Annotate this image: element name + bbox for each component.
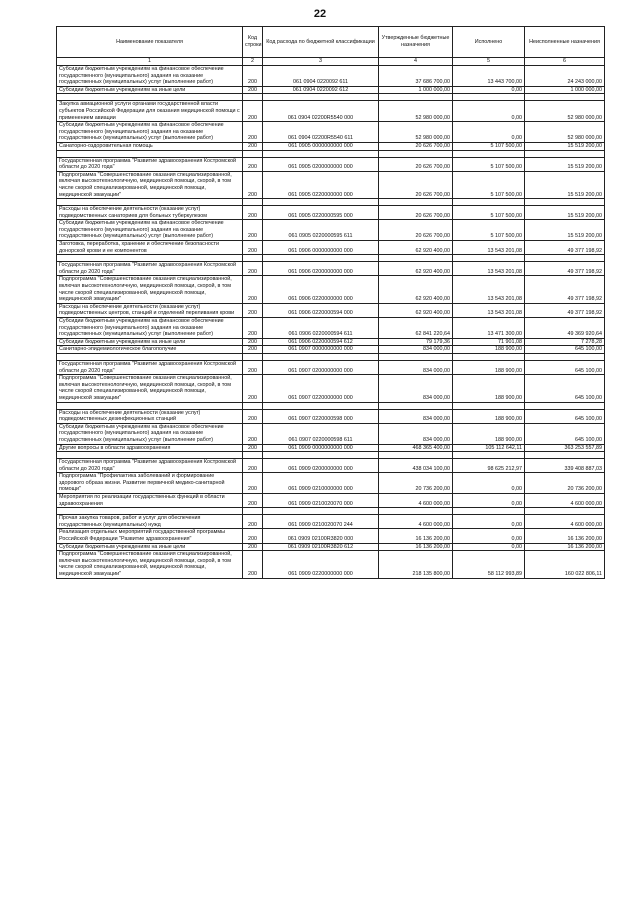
table-row: [57, 346, 605, 354]
indicator-name: Заготовка, переработка, хранение и обеспечение безопасности донорской крови и ее компонентов: [57, 241, 243, 255]
executed-amount: 13 543 201,08: [453, 241, 525, 255]
budget-execution-table: [56, 26, 605, 579]
table-row: [57, 66, 605, 87]
classification-code: 061 0905 0200000000 000: [263, 157, 379, 171]
line-code: 200: [243, 171, 263, 198]
indicator-name: Государственная программа "Развитие здравоохранения Костромской области до 2020 года": [57, 459, 243, 473]
table-row: [57, 494, 605, 508]
approved-amount: 62 841 220,64: [379, 318, 453, 339]
classification-code: 061 0906 0220000000 000: [263, 276, 379, 303]
approved-amount: 218 135 800,00: [379, 551, 453, 578]
indicator-name: Подпрограмма "Профилактика заболеваний и формирование здорового образа жизни. Развитие первичной медико-санитарной помощи": [57, 473, 243, 494]
indicator-name: Субсидии бюджетным учреждениям на иные цели: [57, 543, 243, 551]
spacer-cell: [263, 353, 379, 360]
executed-amount: 58 112 993,89: [453, 551, 525, 578]
executed-amount: 0,00: [453, 494, 525, 508]
table-row: [57, 375, 605, 402]
executed-amount: 0,00: [453, 515, 525, 529]
spacer-cell: [379, 94, 453, 101]
line-code: 200: [243, 346, 263, 354]
executed-amount: 0,00: [453, 543, 525, 551]
approved-amount: 20 626 700,00: [379, 206, 453, 220]
table-row: [57, 220, 605, 241]
spacer-cell: [379, 353, 453, 360]
spacer-cell: [453, 94, 525, 101]
spacer-cell: [243, 452, 263, 459]
executed-amount: 5 107 500,00: [453, 171, 525, 198]
approved-amount: 16 136 200,00: [379, 529, 453, 543]
classification-code: 061 0904 02200R5540 611: [263, 122, 379, 143]
column-number: 5: [453, 58, 525, 66]
approved-amount: 1 000 000,00: [379, 86, 453, 94]
unexecuted-amount: 339 408 887,03: [525, 459, 605, 473]
unexecuted-amount: 645 100,00: [525, 375, 605, 402]
classification-code: 061 0906 0220000594 611: [263, 318, 379, 339]
line-code: 200: [243, 241, 263, 255]
spacer-cell: [453, 199, 525, 206]
approved-amount: 16 136 200,00: [379, 543, 453, 551]
spacer-cell: [453, 508, 525, 515]
executed-amount: 71 901,08: [453, 338, 525, 346]
approved-amount: 834 000,00: [379, 346, 453, 354]
line-code: 200: [243, 409, 263, 423]
spacer-cell: [263, 199, 379, 206]
spacer-cell: [379, 508, 453, 515]
approved-amount: 20 626 700,00: [379, 157, 453, 171]
approved-amount: 62 920 400,00: [379, 241, 453, 255]
executed-amount: 188 900,00: [453, 346, 525, 354]
unexecuted-amount: 7 278,28: [525, 338, 605, 346]
header-approved: Утвержденные бюджетные назначения: [379, 27, 453, 58]
unexecuted-amount: 20 736 200,00: [525, 473, 605, 494]
executed-amount: 5 107 500,00: [453, 157, 525, 171]
executed-amount: 13 543 201,08: [453, 276, 525, 303]
classification-code: 061 0906 0220000594 612: [263, 338, 379, 346]
spacer-cell: [263, 402, 379, 409]
row-spacer: [57, 353, 605, 360]
column-number: 1: [57, 58, 243, 66]
row-spacer: [57, 255, 605, 262]
spacer-cell: [525, 353, 605, 360]
table-row: [57, 473, 605, 494]
classification-code: 061 0907 0220000000 000: [263, 375, 379, 402]
table-row: [57, 338, 605, 346]
unexecuted-amount: 15 519 200,00: [525, 171, 605, 198]
spacer-cell: [243, 94, 263, 101]
spacer-cell: [57, 150, 243, 157]
classification-code: 061 0909 0220000000 000: [263, 551, 379, 578]
spacer-cell: [379, 150, 453, 157]
classification-code: 061 0907 0200000000 000: [263, 360, 379, 374]
indicator-name: Другие вопросы в области здравоохранения: [57, 444, 243, 452]
approved-amount: 438 034 100,00: [379, 459, 453, 473]
approved-amount: 834 000,00: [379, 360, 453, 374]
spacer-cell: [57, 508, 243, 515]
executed-amount: 188 900,00: [453, 409, 525, 423]
executed-amount: 188 900,00: [453, 360, 525, 374]
indicator-name: Расходы на обеспечение деятельности (оказание услуг) подведомственных центров, станций и отделений переливания крови: [57, 303, 243, 317]
table-row: [57, 360, 605, 374]
row-spacer: [57, 402, 605, 409]
indicator-name: Санитарно-эпидемиологическое благополучие: [57, 346, 243, 354]
spacer-cell: [57, 94, 243, 101]
unexecuted-amount: 52 980 000,00: [525, 101, 605, 122]
executed-amount: 5 107 500,00: [453, 220, 525, 241]
executed-amount: 0,00: [453, 122, 525, 143]
approved-amount: 834 000,00: [379, 423, 453, 444]
line-code: 200: [243, 473, 263, 494]
line-code: 200: [243, 375, 263, 402]
table-row: [57, 157, 605, 171]
table-row: [57, 318, 605, 339]
table-row: [57, 86, 605, 94]
indicator-name: Подпрограмма "Совершенствование оказания специализированной, включая высокотехнологичную, медицинской помощи, скорой, в том числе скорой специализированной, медицинской помощи, медицинской эвакуации": [57, 171, 243, 198]
unexecuted-amount: 160 022 806,11: [525, 551, 605, 578]
line-code: 200: [243, 157, 263, 171]
unexecuted-amount: 4 600 000,00: [525, 515, 605, 529]
spacer-cell: [525, 255, 605, 262]
executed-amount: 0,00: [453, 101, 525, 122]
spacer-cell: [263, 452, 379, 459]
classification-code: 061 0905 0220000595 611: [263, 220, 379, 241]
unexecuted-amount: 645 100,00: [525, 360, 605, 374]
line-code: 200: [243, 262, 263, 276]
executed-amount: 13 443 700,00: [453, 66, 525, 87]
indicator-name: Субсидии бюджетным учреждениям на финансовое обеспечение государственного (муниципального) задания на оказание государственных (муниципальных) услуг (выполнение работ): [57, 423, 243, 444]
unexecuted-amount: 49 377 198,92: [525, 262, 605, 276]
spacer-cell: [453, 255, 525, 262]
indicator-name: Субсидии бюджетным учреждениям на финансовое обеспечение государственного (муниципального) задания на оказание государственных (муниципальных) услуг (выполнение работ): [57, 66, 243, 87]
line-code: 200: [243, 66, 263, 87]
unexecuted-amount: 49 377 198,92: [525, 303, 605, 317]
executed-amount: 13 471 300,00: [453, 318, 525, 339]
line-code: 200: [243, 101, 263, 122]
indicator-name: Санаторно-оздоровительная помощь: [57, 142, 243, 150]
spacer-cell: [263, 94, 379, 101]
unexecuted-amount: 4 600 000,00: [525, 494, 605, 508]
line-code: 200: [243, 142, 263, 150]
spacer-cell: [525, 94, 605, 101]
indicator-name: Мероприятия по реализации государственных функций в области здравоохранения: [57, 494, 243, 508]
indicator-name: Субсидии бюджетным учреждениям на иные цели: [57, 86, 243, 94]
indicator-name: Субсидии бюджетным учреждениям на финансовое обеспечение государственного (муниципального) задания на оказание государственных (муниципальных) услуг (выполнение работ): [57, 220, 243, 241]
row-spacer: [57, 508, 605, 515]
spacer-cell: [525, 452, 605, 459]
unexecuted-amount: 24 243 000,00: [525, 66, 605, 87]
row-spacer: [57, 452, 605, 459]
classification-code: 061 0904 0220092 611: [263, 66, 379, 87]
spacer-cell: [263, 255, 379, 262]
classification-code: 061 0905 0000000000 000: [263, 142, 379, 150]
table-row: [57, 171, 605, 198]
approved-amount: 37 686 700,00: [379, 66, 453, 87]
spacer-cell: [379, 255, 453, 262]
spacer-cell: [525, 402, 605, 409]
line-code: 200: [243, 276, 263, 303]
line-code: 200: [243, 529, 263, 543]
header-executed: Исполнено: [453, 27, 525, 58]
executed-amount: 13 543 201,08: [453, 262, 525, 276]
table-row: [57, 423, 605, 444]
spacer-cell: [263, 508, 379, 515]
classification-code: 061 0905 0220000000 000: [263, 171, 379, 198]
approved-amount: 834 000,00: [379, 375, 453, 402]
executed-amount: 0,00: [453, 86, 525, 94]
spacer-cell: [243, 353, 263, 360]
table-row: [57, 543, 605, 551]
table-row: [57, 142, 605, 150]
executed-amount: 188 900,00: [453, 423, 525, 444]
approved-amount: 20 626 700,00: [379, 171, 453, 198]
approved-amount: 20 736 200,00: [379, 473, 453, 494]
spacer-cell: [525, 150, 605, 157]
approved-amount: 20 626 700,00: [379, 142, 453, 150]
indicator-name: Подпрограмма "Совершенствование оказания специализированной, включая высокотехнологичную, медицинской помощи, скорой, в том числе скорой специализированной, медицинской помощи, медицинской эвакуации": [57, 375, 243, 402]
classification-code: 061 0905 0220000595 000: [263, 206, 379, 220]
spacer-cell: [57, 353, 243, 360]
classification-code: 061 0909 0000000000 000: [263, 444, 379, 452]
line-code: 200: [243, 551, 263, 578]
classification-code: 061 0906 0200000000 000: [263, 262, 379, 276]
line-code: 200: [243, 543, 263, 551]
spacer-cell: [379, 452, 453, 459]
approved-amount: 62 920 400,00: [379, 262, 453, 276]
line-code: 200: [243, 220, 263, 241]
line-code: 200: [243, 360, 263, 374]
unexecuted-amount: 645 100,00: [525, 346, 605, 354]
approved-amount: 62 920 400,00: [379, 276, 453, 303]
table-row: [57, 515, 605, 529]
classification-code: 061 0906 0000000000 000: [263, 241, 379, 255]
classification-code: 061 0909 0210000000 000: [263, 473, 379, 494]
unexecuted-amount: 49 377 198,92: [525, 241, 605, 255]
unexecuted-amount: 52 980 000,00: [525, 122, 605, 143]
unexecuted-amount: 15 519 200,00: [525, 220, 605, 241]
spacer-cell: [243, 199, 263, 206]
table-row: [57, 206, 605, 220]
table-row: [57, 529, 605, 543]
approved-amount: 4 600 000,00: [379, 515, 453, 529]
page-number: 22: [313, 8, 327, 20]
header-classification-code: Код расхода по бюджетной классификации: [263, 27, 379, 58]
unexecuted-amount: 1 000 000,00: [525, 86, 605, 94]
approved-amount: 468 365 400,00: [379, 444, 453, 452]
spacer-cell: [379, 402, 453, 409]
classification-code: 061 0904 0220092 612: [263, 86, 379, 94]
indicator-name: Субсидии бюджетным учреждениям на финансовое обеспечение государственного (муниципального) задания на оказание государственных (муниципальных) услуг (выполнение работ): [57, 122, 243, 143]
classification-code: 061 0909 02100R3820 612: [263, 543, 379, 551]
executed-amount: 98 625 212,97: [453, 459, 525, 473]
unexecuted-amount: 15 519 200,00: [525, 142, 605, 150]
executed-amount: 105 112 642,11: [453, 444, 525, 452]
spacer-cell: [243, 508, 263, 515]
column-number: 3: [263, 58, 379, 66]
spacer-cell: [57, 402, 243, 409]
classification-code: 061 0904 02200R5540 000: [263, 101, 379, 122]
column-number: 6: [525, 58, 605, 66]
row-spacer: [57, 150, 605, 157]
table-row: [57, 122, 605, 143]
spacer-cell: [243, 255, 263, 262]
line-code: 200: [243, 86, 263, 94]
classification-code: 061 0909 0210020070 000: [263, 494, 379, 508]
table-header-row: [57, 27, 605, 58]
classification-code: 061 0907 0220000598 611: [263, 423, 379, 444]
column-number-row: [57, 58, 605, 66]
table-row: [57, 444, 605, 452]
spacer-cell: [263, 150, 379, 157]
unexecuted-amount: 49 369 920,64: [525, 318, 605, 339]
line-code: 200: [243, 303, 263, 317]
approved-amount: 834 000,00: [379, 409, 453, 423]
unexecuted-amount: 645 100,00: [525, 423, 605, 444]
classification-code: 061 0907 0220000598 000: [263, 409, 379, 423]
classification-code: 061 0909 0210020070 244: [263, 515, 379, 529]
spacer-cell: [379, 199, 453, 206]
spacer-cell: [453, 452, 525, 459]
indicator-name: Субсидии бюджетным учреждениям на финансовое обеспечение государственного (муниципального) задания на оказание государственных (муниципальных) услуг (выполнение работ): [57, 318, 243, 339]
indicator-name: Государственная программа "Развитие здравоохранения Костромской области до 2020 года": [57, 157, 243, 171]
line-code: 200: [243, 423, 263, 444]
table-row: [57, 551, 605, 578]
header-line-code: Код строки: [243, 27, 263, 58]
approved-amount: 52 980 000,00: [379, 122, 453, 143]
header-indicator-name: Наименование показателя: [57, 27, 243, 58]
row-spacer: [57, 199, 605, 206]
spacer-cell: [243, 402, 263, 409]
table-row: [57, 276, 605, 303]
classification-code: 061 0909 0200000000 000: [263, 459, 379, 473]
line-code: 200: [243, 459, 263, 473]
unexecuted-amount: 363 253 557,89: [525, 444, 605, 452]
table-row: [57, 459, 605, 473]
unexecuted-amount: 15 519 200,00: [525, 157, 605, 171]
line-code: 200: [243, 515, 263, 529]
executed-amount: 0,00: [453, 529, 525, 543]
line-code: 200: [243, 338, 263, 346]
approved-amount: 20 626 700,00: [379, 220, 453, 241]
executed-amount: 5 107 500,00: [453, 142, 525, 150]
line-code: 200: [243, 206, 263, 220]
executed-amount: 0,00: [453, 473, 525, 494]
table-row: [57, 241, 605, 255]
line-code: 200: [243, 444, 263, 452]
spacer-cell: [453, 353, 525, 360]
spacer-cell: [525, 508, 605, 515]
executed-amount: 13 543 201,08: [453, 303, 525, 317]
unexecuted-amount: 16 136 200,00: [525, 529, 605, 543]
table-row: [57, 303, 605, 317]
spacer-cell: [453, 150, 525, 157]
indicator-name: Государственная программа "Развитие здравоохранения Костромской области до 2020 года": [57, 360, 243, 374]
indicator-name: Прочая закупка товаров, работ и услуг для обеспечения государственных (муниципальных) нужд: [57, 515, 243, 529]
spacer-cell: [57, 452, 243, 459]
line-code: 200: [243, 494, 263, 508]
table-row: [57, 409, 605, 423]
approved-amount: 62 920 400,00: [379, 303, 453, 317]
line-code: 200: [243, 122, 263, 143]
spacer-cell: [525, 199, 605, 206]
indicator-name: Расходы на обеспечение деятельности (оказание услуг) подведомственных дезинфекционных станций: [57, 409, 243, 423]
spacer-cell: [453, 402, 525, 409]
approved-amount: 4 600 000,00: [379, 494, 453, 508]
column-number: 2: [243, 58, 263, 66]
spacer-cell: [57, 199, 243, 206]
indicator-name: Расходы на обеспечение деятельности (оказание услуг) подведомственных санаториев для больных туберкулезом: [57, 206, 243, 220]
row-spacer: [57, 94, 605, 101]
classification-code: 061 0907 0000000000 000: [263, 346, 379, 354]
indicator-name: Подпрограмма "Совершенствование оказания специализированной, включая высокотехнологичную, медицинской помощи, скорой, в том числе скорой специализированной, медицинской помощи, медицинской эвакуации": [57, 551, 243, 578]
unexecuted-amount: 645 100,00: [525, 409, 605, 423]
header-unexecuted: Неисполненные назначения: [525, 27, 605, 58]
classification-code: 061 0909 02100R3820 000: [263, 529, 379, 543]
approved-amount: 52 980 000,00: [379, 101, 453, 122]
indicator-name: Реализация отдельных мероприятий государственной программы Российской Федерации "Развитие здравоохранения": [57, 529, 243, 543]
indicator-name: Подпрограмма "Совершенствование оказания специализированной, включая высокотехнологичную, медицинской помощи, скорой, в том числе скорой специализированной, медицинской помощи, медицинской эвакуации": [57, 276, 243, 303]
approved-amount: 79 179,36: [379, 338, 453, 346]
executed-amount: 188 900,00: [453, 375, 525, 402]
line-code: 200: [243, 318, 263, 339]
executed-amount: 5 107 500,00: [453, 206, 525, 220]
table-row: [57, 262, 605, 276]
unexecuted-amount: 15 519 200,00: [525, 206, 605, 220]
indicator-name: Субсидии бюджетным учреждениям на иные цели: [57, 338, 243, 346]
classification-code: 061 0906 0220000594 000: [263, 303, 379, 317]
spacer-cell: [57, 255, 243, 262]
indicator-name: Закупка авиационной услуги органами государственной власти субъектов Российской Федерации для оказания медицинской помощи с применением авиации: [57, 101, 243, 122]
indicator-name: Государственная программа "Развитие здравоохранения Костромской области до 2020 года": [57, 262, 243, 276]
table-body: [57, 66, 605, 579]
unexecuted-amount: 49 377 198,92: [525, 276, 605, 303]
column-number: 4: [379, 58, 453, 66]
unexecuted-amount: 16 136 200,00: [525, 543, 605, 551]
spacer-cell: [243, 150, 263, 157]
table-row: [57, 101, 605, 122]
